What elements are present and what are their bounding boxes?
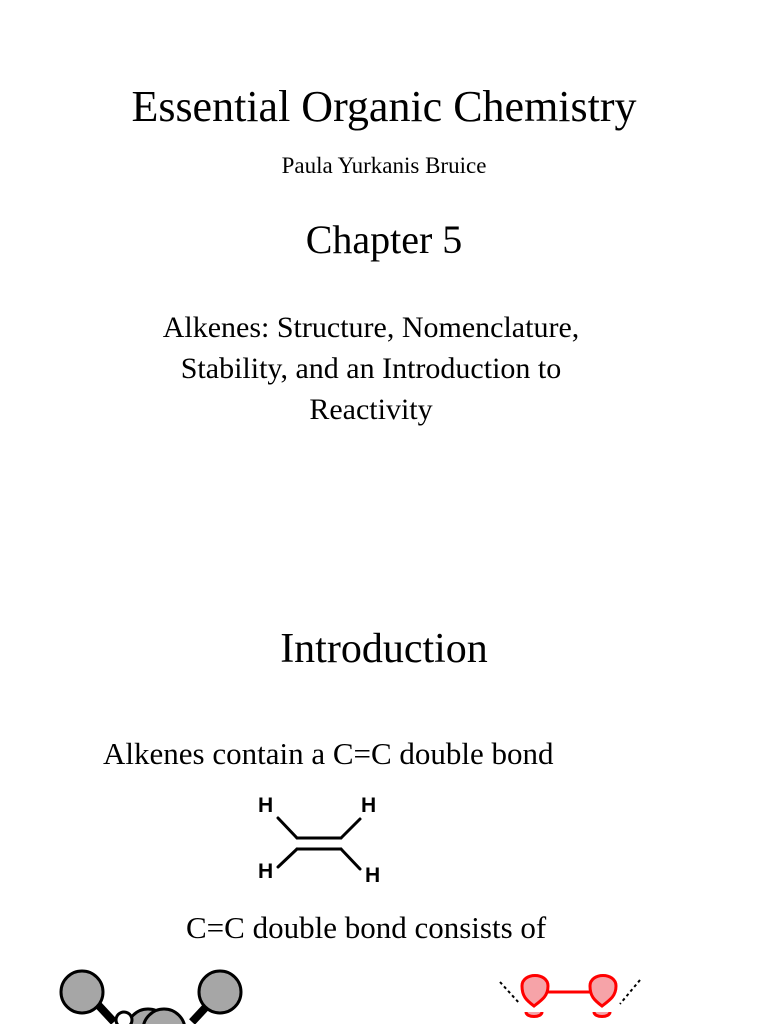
body-line-alkenes: Alkenes contain a C=C double bond [103,736,554,771]
slide-title: Introduction [280,626,488,672]
atom-small-left [116,1012,132,1024]
p-orbital-left-lower [526,1012,542,1017]
dashed-bond-left [500,982,520,1004]
chapter-heading: Chapter 5 [305,217,463,262]
p-orbital-left [522,976,548,1007]
hydrogen-bottom-right: H [365,864,381,887]
bond-right-upper [341,819,360,838]
ethylene-structure-diagram [244,786,404,898]
author-name: Paula Yurkanis Bruice [281,153,487,178]
ball-and-stick-model [52,964,252,1024]
bond-left-lower [278,849,297,867]
hydrogen-top-right: H [361,794,377,817]
p-orbital-right-lower [594,1012,610,1017]
book-title: Essential Organic Chemistry [131,82,637,131]
introduction-slide [0,512,768,1024]
chapter-subtitle: Alkenes: Structure, Nomenclature, Stability, and an Introduction to Reactivity [162,311,580,426]
bond-left-upper [278,818,297,838]
dashed-bond-right [620,980,640,1004]
atom-left [61,971,103,1013]
body-line-double-bond: C=C double bond consists of [186,910,547,945]
hydrogen-top-left: H [258,794,274,817]
hydrogen-bottom-left: H [258,860,274,883]
bond-right-lower [341,849,360,869]
p-orbital-right [590,976,616,1007]
atom-right [199,971,241,1013]
pi-bond-orbital-model [496,964,646,1024]
